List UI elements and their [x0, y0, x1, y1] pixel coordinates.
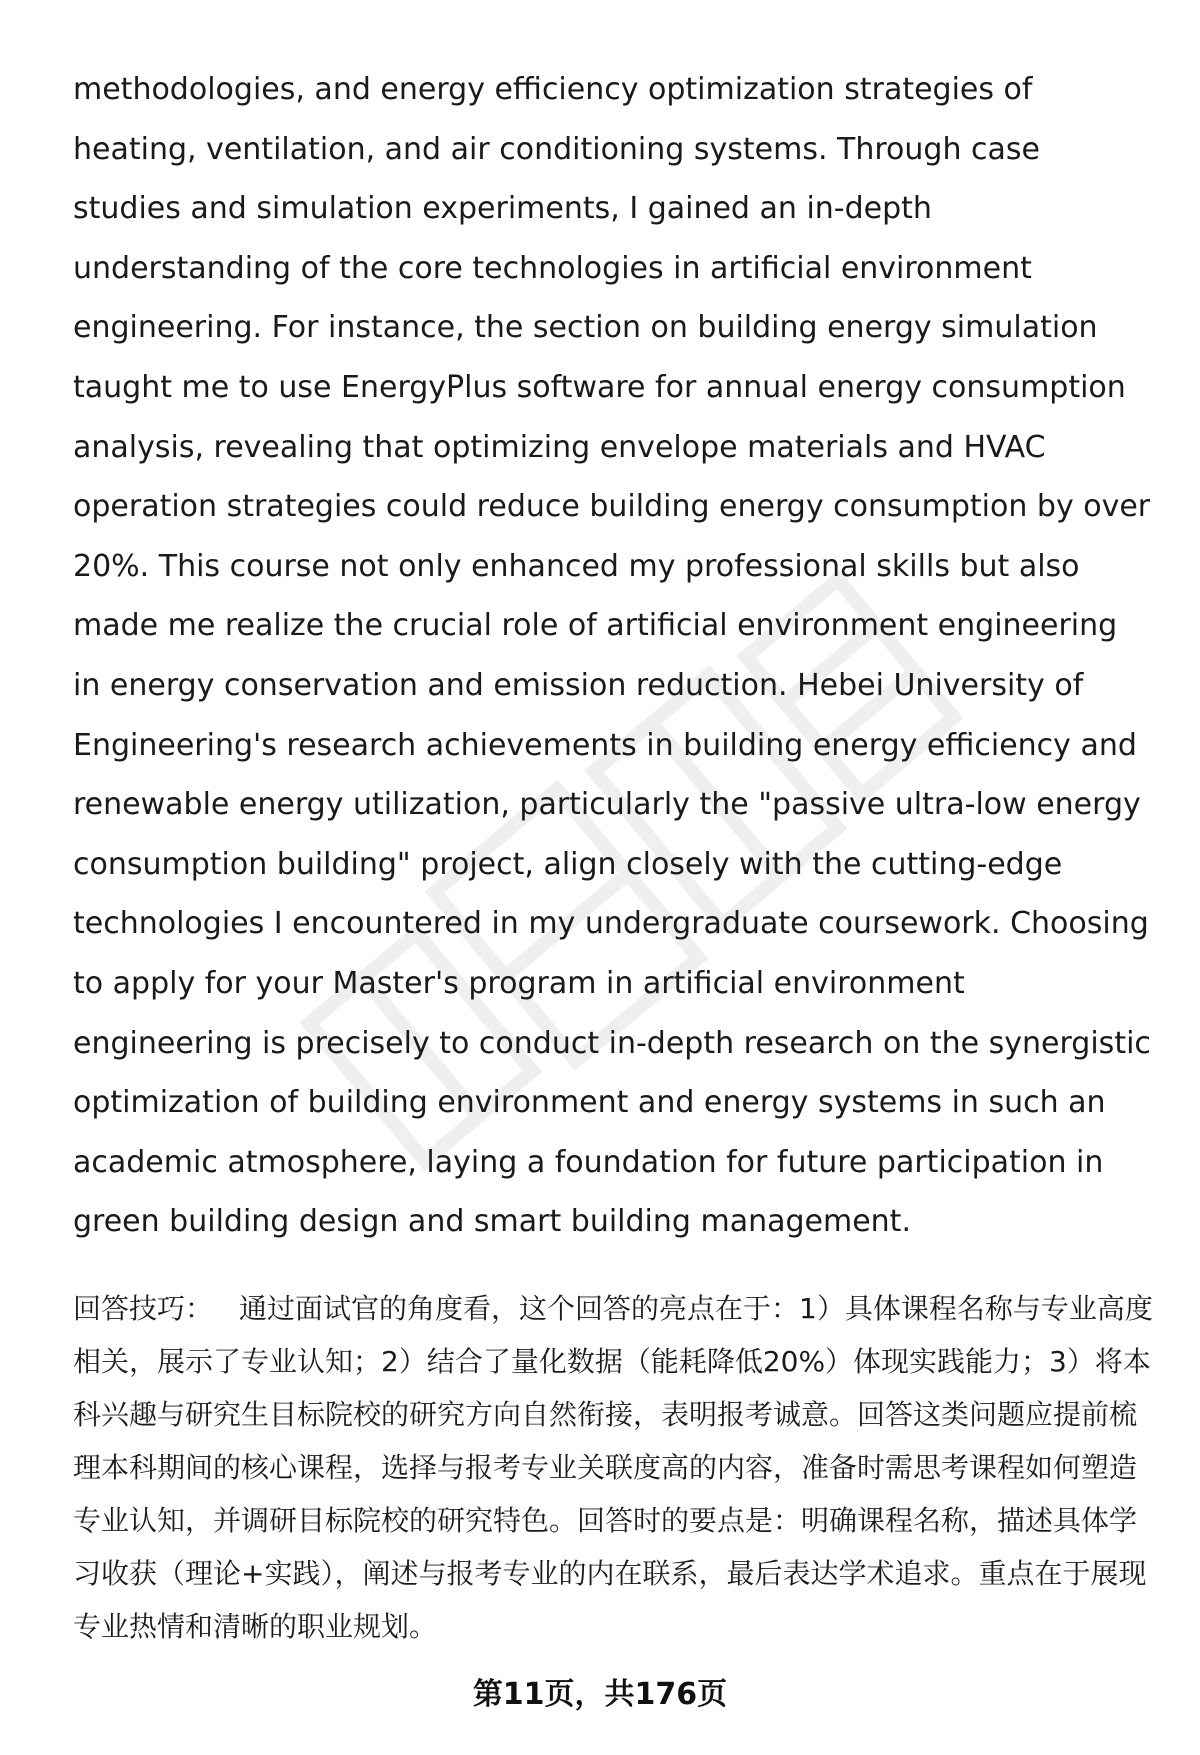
answer-paragraph: methodologies, and energy efficiency optimization strategies of heating, ventilation, and air conditioning systems. Through case studies and simulation experiments, I gained an in-depth understanding of the core technologies in artificial environment engineering. For instance, the section on building energy simulation taught me to use EnergyPlus software for annual energy consumption analysis, revealing that optimizing envelope materials and HVAC operation strategies could reduce building energy consumption by over 20%. This course not only enhanced my professional skills but also made me realize the crucial role of artificial environment engineering in energy conservation and emission reduction. Hebei University of Engineering's research achievements in building energy efficiency and renewable energy utilization, particularly the "passive ultra-low energy consumption building" project, align closely with the cutting-edge technologies I encountered in my undergraduate coursework. Choosing to apply for your Master's program in artificial environment engineering is precisely to conduct in-depth research on the synergistic optimization of building environment and energy systems in such an academic atmosphere, laying a foundation for future participation in green building design and smart building management.: [73, 72, 1151, 1240]
tips-label: 回答技巧：: [73, 1291, 214, 1325]
tips-text: 通过面试官的角度看，这个回答的亮点在于：1）具体课程名称与专业高度相关，展示了专业认知；2）结合了量化数据（能耗降低20%）体现实践能力；3）将本科兴趣与研究生目标院校的研究方向自然衔接，表明报考诚意。回答这类问题应提前梳理本科期间的核心课程，选择与报考专业关联度高的内容，准备时需思考课程如何塑造专业认知，并调研目标院校的研究特色。回答时的要点是：明确课程名称，描述具体学习收获（理论+实践），阐述与报考专业的内在联系，最后表达学术追求。重点在于展现专业热情和清晰的职业规划。: [73, 1291, 1153, 1643]
page-number: 第11页，共176页: [472, 1677, 728, 1712]
page-content: [73, 60, 1153, 1653]
answer-tips: [73, 1282, 1153, 1653]
